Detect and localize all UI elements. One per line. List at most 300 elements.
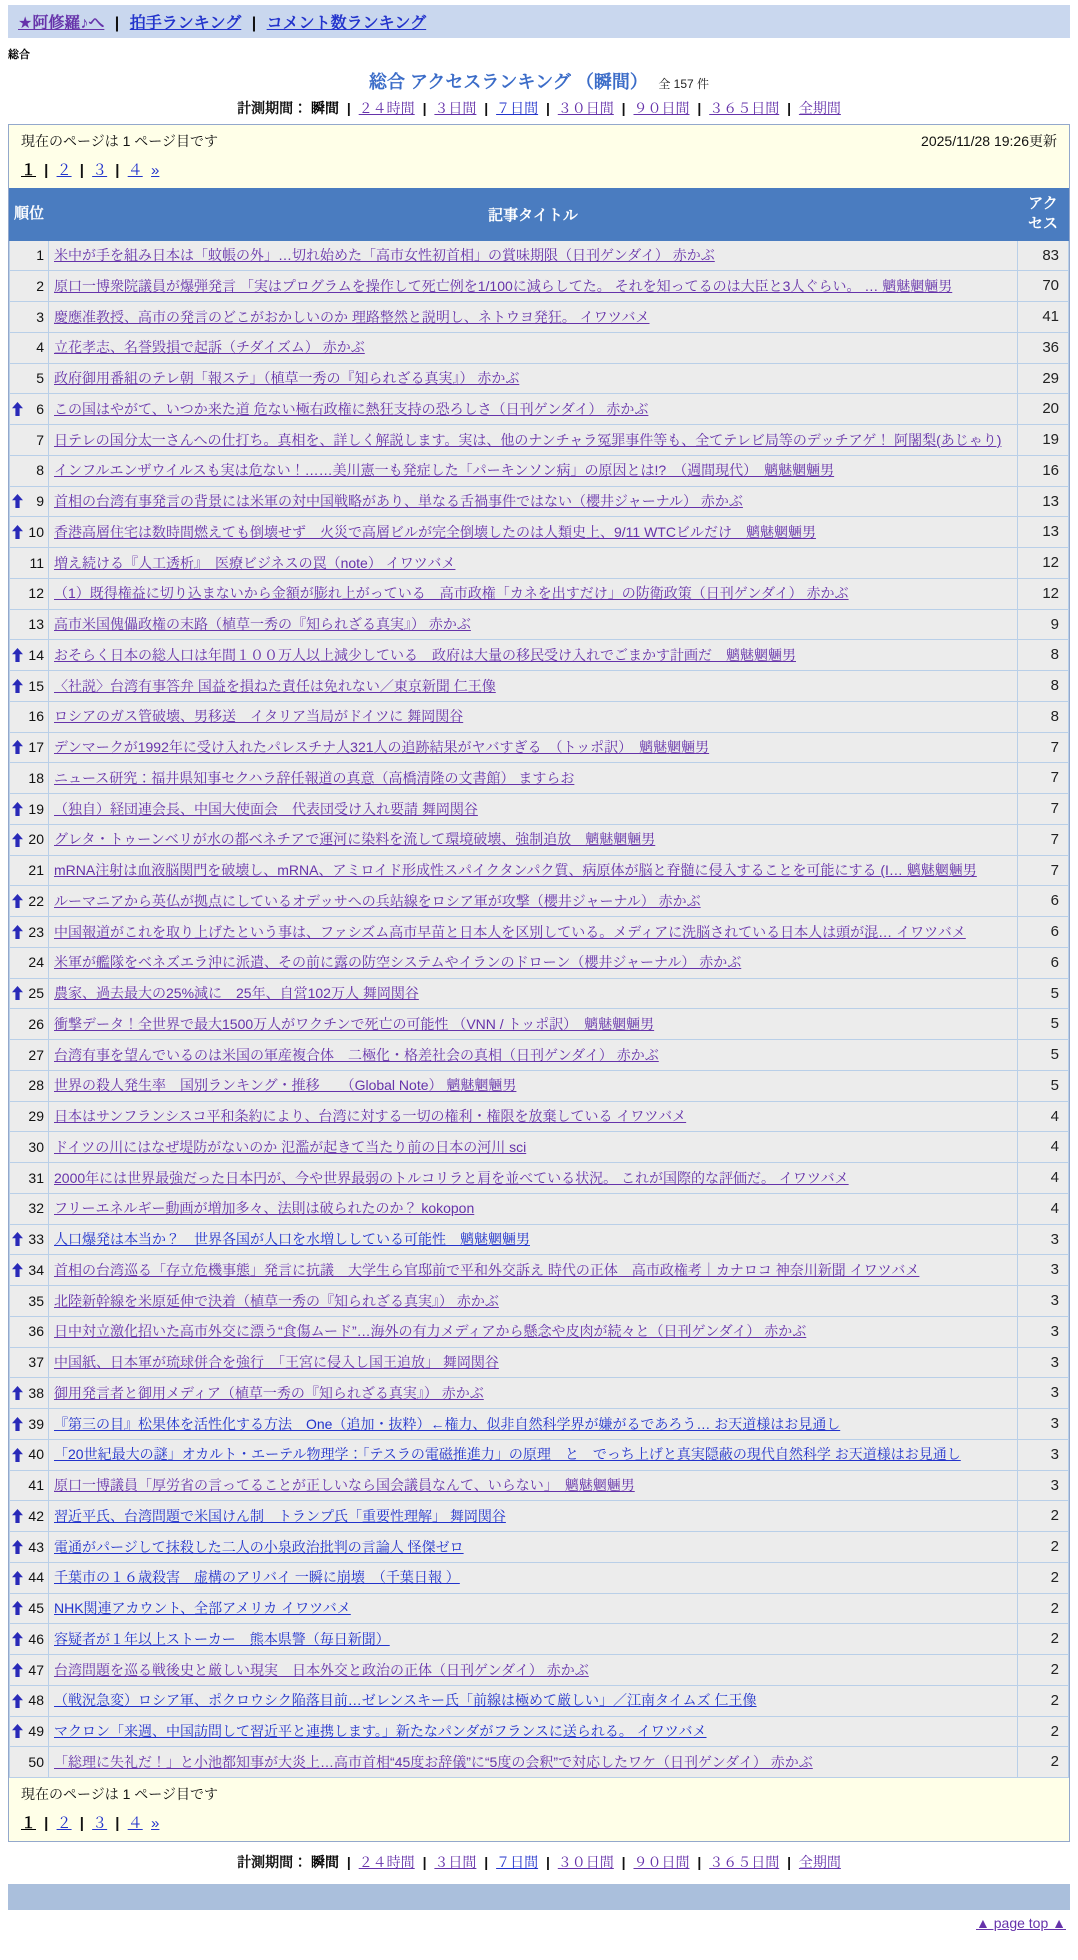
access-count: 4 — [1018, 1101, 1069, 1132]
article-link[interactable]: ルーマニアから英仏が拠点にしているオデッサへの兵站線をロシア軍が攻撃（櫻井ジャーナル） 赤かぶ — [54, 892, 701, 909]
pagination-link[interactable]: ２ — [56, 162, 72, 179]
up-arrow-icon — [12, 1663, 23, 1677]
table-row — [10, 1040, 1069, 1071]
top-infobox — [9, 125, 1069, 188]
separator: | — [480, 100, 493, 116]
up-arrow-icon — [12, 1632, 23, 1646]
title-cell — [49, 1378, 1018, 1409]
access-count: 19 — [1018, 425, 1069, 456]
table-row — [10, 609, 1069, 640]
table-row — [10, 578, 1069, 609]
up-arrow-icon — [12, 894, 23, 908]
access-count: 3 — [1018, 1439, 1069, 1470]
access-count: 2 — [1018, 1685, 1069, 1716]
title-cell — [49, 548, 1018, 579]
article-link[interactable]: 政府御用番組のテレ朝「報ステ」（植草一秀の『知られざる真実』） 赤かぶ — [54, 370, 520, 387]
table-body — [10, 240, 1069, 1778]
title-cell — [49, 1439, 1018, 1470]
rank-cell: 29 — [10, 1101, 49, 1132]
title-cell — [49, 1716, 1018, 1747]
rank-cell: 11 — [10, 548, 49, 579]
rank-cell: 7 — [10, 425, 49, 456]
article-link[interactable]: 中国報道がこれを取り上げたという事は、ファシズム高市早苗と日本人を区別している。メディアに洗脳されている日本人は頭が混… イワツバメ — [54, 923, 966, 940]
article-link[interactable]: 北陸新幹線を米原延伸で決着（植草一秀の『知られざる真実』） 赤かぶ — [54, 1292, 499, 1309]
rank-cell: 16 — [10, 701, 49, 732]
title-cell — [49, 794, 1018, 825]
article-link[interactable]: グレタ・トゥーンベリが水の都ベネチアで運河に染料を流して環境破壊、強制追放 魑魅魍魎男 — [54, 831, 656, 848]
period-link[interactable]: ９０日間 — [633, 100, 690, 116]
rank-cell: 15 — [10, 671, 49, 702]
rank-cell: 43 — [10, 1532, 49, 1563]
rank-cell: 47 — [10, 1655, 49, 1686]
separator: | — [542, 100, 554, 116]
article-link[interactable]: ロシアのガス管破壊、男移送 イタリア当局がドイツに 舞岡関谷 — [54, 708, 464, 725]
table-row — [10, 671, 1069, 702]
access-count: 2 — [1018, 1593, 1069, 1624]
up-arrow-icon — [12, 1263, 23, 1277]
access-count: 2 — [1018, 1716, 1069, 1747]
table-row — [10, 824, 1069, 855]
access-count: 16 — [1018, 455, 1069, 486]
up-arrow-icon — [12, 1724, 23, 1738]
category-label: 総合 — [8, 49, 30, 61]
period-label: 計測期間： — [237, 100, 311, 116]
separator: | — [617, 100, 630, 116]
article-link[interactable]: 日本はサンフランシスコ平和条約により、台湾に対する一切の権利・権限を放棄している イワツバメ — [54, 1108, 687, 1125]
access-count: 2 — [1018, 1655, 1069, 1686]
separator: | — [111, 1815, 124, 1832]
access-count: 2 — [1018, 1624, 1069, 1655]
access-count: 5 — [1018, 1070, 1069, 1101]
title-cell — [49, 1224, 1018, 1255]
table-row — [10, 548, 1069, 579]
access-count: 8 — [1018, 671, 1069, 702]
period-link[interactable]: 全期間 — [798, 100, 841, 116]
article-link[interactable]: 首相の台湾巡る「存立危機事態」発言に抗議 大学生ら官邸前で平和外交訴え 時代の正体 高市政権考｜カナロコ 神奈川新聞 イワツバメ — [54, 1261, 920, 1278]
title-cell — [49, 671, 1018, 702]
separator: | — [617, 1854, 630, 1870]
table-row — [10, 640, 1069, 671]
pagination-link[interactable]: ４ — [127, 162, 143, 179]
access-count: 3 — [1018, 1286, 1069, 1317]
rank-cell: 30 — [10, 1132, 49, 1163]
article-link[interactable]: （1）既得権益に切り込まないから金額が膨れ上がっている 高市政権「カネを出すだけ」の防衛政策（日刊ゲンダイ） 赤かぶ — [54, 585, 849, 602]
access-count: 5 — [1018, 978, 1069, 1009]
access-count: 3 — [1018, 1316, 1069, 1347]
period-link[interactable]: ３６５日間 — [709, 100, 780, 116]
article-link[interactable]: 〈社説〉台湾有事答弁 国益を損ねた責任は免れない／東京新聞 仁王像 — [54, 677, 496, 694]
title-cell — [49, 1132, 1018, 1163]
article-link[interactable]: 原口一博議員「厚労省の言ってることが正しいなら国会議員なんて、いらない」 魑魅魍魎男 — [54, 1477, 635, 1494]
access-count: 6 — [1018, 917, 1069, 948]
title-cell — [49, 701, 1018, 732]
up-arrow-icon — [12, 1694, 23, 1708]
title-cell — [49, 855, 1018, 886]
title-cell — [49, 1009, 1018, 1040]
article-link[interactable]: マクロン「来週、中国訪問して習近平と連携します。」新たなパンダがフランスに送られる。 イワツバメ — [54, 1723, 707, 1740]
table-row — [10, 1593, 1069, 1624]
period-link[interactable]: ２４時間 — [358, 100, 415, 116]
table-header-row — [10, 189, 1069, 241]
article-link[interactable]: インフルエンザウイルスも実は危ない！……美川憲一も発症した「パーキンソン病」の原因とは!? （週間現代） 魑魅魍魎男 — [54, 462, 835, 479]
period-current: 瞬間 — [310, 1854, 339, 1870]
article-link[interactable]: 日中対立激化招いた高市外交に漂う“食傷ムード”…海外の有力メディアから懸念や皮肉が続々と（日刊ゲンダイ） 赤かぶ — [54, 1323, 807, 1340]
table-row — [10, 732, 1069, 763]
access-count: 3 — [1018, 1470, 1069, 1501]
current-page-text: 現在のページは 1 ページ目です — [21, 133, 219, 149]
pagination-link[interactable]: ２ — [56, 1815, 72, 1832]
rank-cell: 31 — [10, 1163, 49, 1194]
title-cell — [49, 1163, 1018, 1194]
access-count: 12 — [1018, 578, 1069, 609]
access-count: 7 — [1018, 855, 1069, 886]
article-link[interactable]: （独自）経団連会長、中国大使面会 代表団受け入れ要請 舞岡関谷 — [54, 800, 478, 817]
rank-cell: 9 — [10, 486, 49, 517]
article-link[interactable]: ドイツの川にはなぜ堤防がないのか 氾濫が起きて当たり前の日本の河川 sci — [54, 1138, 527, 1155]
pagination-link[interactable]: » — [151, 162, 160, 179]
period-link[interactable]: 全期間 — [798, 1854, 841, 1870]
access-count: 7 — [1018, 794, 1069, 825]
title-cell — [49, 363, 1018, 394]
article-link[interactable]: 米中が手を組み日本は「蚊帳の外」…切れ始めた「高市女性初首相」の賞味期限（日刊ゲンダイ） 赤かぶ — [54, 247, 715, 264]
title-cell — [49, 1101, 1018, 1132]
up-arrow-icon — [12, 648, 23, 662]
title-cell — [49, 640, 1018, 671]
table-row — [10, 1132, 1069, 1163]
access-count: 8 — [1018, 701, 1069, 732]
rank-cell: 26 — [10, 1009, 49, 1040]
table-row — [10, 1716, 1069, 1747]
table-row — [10, 1009, 1069, 1040]
total-count: 全 157 件 — [658, 77, 710, 91]
period-link[interactable]: ３０日間 — [557, 1854, 614, 1870]
top-nav-link[interactable]: コメント数ランキング — [266, 15, 427, 32]
title-cell — [49, 1747, 1018, 1778]
top-nav — [8, 5, 1070, 38]
title-cell — [49, 978, 1018, 1009]
rank-cell: 13 — [10, 609, 49, 640]
period-link[interactable]: ２４時間 — [358, 1854, 415, 1870]
table-row — [10, 455, 1069, 486]
title-cell — [49, 1532, 1018, 1563]
rank-cell: 42 — [10, 1501, 49, 1532]
separator: | — [480, 1854, 493, 1870]
table-row — [10, 1316, 1069, 1347]
title-cell — [49, 1562, 1018, 1593]
access-count: 6 — [1018, 886, 1069, 917]
rank-cell: 37 — [10, 1347, 49, 1378]
table-row — [10, 1532, 1069, 1563]
up-arrow-icon — [12, 925, 23, 939]
access-count: 8 — [1018, 640, 1069, 671]
title-cell — [49, 1286, 1018, 1317]
access-count: 70 — [1018, 271, 1069, 302]
pagination-link[interactable]: ３ — [92, 1815, 108, 1832]
article-link[interactable]: 農家、過去最大の25%減に 25年、自営102万人 舞岡関谷 — [54, 985, 419, 1002]
access-count: 4 — [1018, 1163, 1069, 1194]
title-cell — [49, 1655, 1018, 1686]
article-link[interactable]: 千葉市の１６歳殺害 虚構のアリバイ 一瞬に崩壊 （千葉日報 ） — [54, 1569, 460, 1586]
table-row — [10, 917, 1069, 948]
article-link[interactable]: ニュース研究：福井県知事セクハラ辞任報道の真意（高橋清隆の文書館） ますらお — [54, 769, 575, 786]
separator: | — [110, 15, 124, 32]
title-cell — [49, 271, 1018, 302]
article-link[interactable]: 容疑者が１年以上ストーカー 熊本県警（毎日新聞） — [54, 1630, 390, 1647]
separator: | — [75, 162, 89, 179]
article-link[interactable]: 原口一博衆院議員が爆弾発言 「実はプログラムを操作して死亡例を1/100に減らしてた。 それを知ってるのは大臣と3人ぐらい。 … 魑魅魍魎男 — [54, 277, 953, 294]
access-count: 4 — [1018, 1193, 1069, 1224]
title-cell — [49, 425, 1018, 456]
article-link[interactable]: 中国紙、日本軍が琉球併合を強行 「王宮に侵入し国王追放」 舞岡関谷 — [54, 1354, 499, 1371]
article-link[interactable]: 習近平氏、台湾問題で米国けん制 トランプ氏「重要性理解」 舞岡関谷 — [54, 1507, 506, 1524]
article-link[interactable]: 増え続ける『人工透析』 医療ビジネスの罠（note） イワツバメ — [54, 554, 456, 571]
period-nav-bottom — [8, 1852, 1070, 1872]
rank-cell: 20 — [10, 824, 49, 855]
access-count: 41 — [1018, 302, 1069, 333]
rank-cell: 38 — [10, 1378, 49, 1409]
title-cell — [49, 1624, 1018, 1655]
period-link[interactable]: ３０日間 — [557, 100, 614, 116]
article-link[interactable]: 台湾有事を望んでいるのは米国の軍産複合体 二極化・格差社会の真相（日刊ゲンダイ） 赤かぶ — [54, 1046, 659, 1063]
separator: | — [40, 1815, 53, 1832]
up-arrow-icon — [12, 1386, 23, 1400]
separator: | — [111, 162, 124, 179]
period-label: 計測期間： — [237, 1854, 311, 1870]
rank-cell: 14 — [10, 640, 49, 671]
pagination-link[interactable]: ４ — [127, 1815, 143, 1832]
access-count: 13 — [1018, 486, 1069, 517]
article-link[interactable]: 御用発言者と御用メディア（植草一秀の『知られざる真実』） 赤かぶ — [54, 1384, 484, 1401]
rank-cell: 4 — [10, 332, 49, 363]
up-arrow-icon — [12, 1448, 23, 1462]
title-cell — [49, 1316, 1018, 1347]
title-cell — [49, 486, 1018, 517]
rank-cell: 34 — [10, 1255, 49, 1286]
separator: | — [418, 100, 431, 116]
article-link[interactable]: 衝撃データ！全世界で最大1500万人がワクチンで死亡の可能性 （VNN / トッポ訳） 魑魅魍魎男 — [54, 1015, 655, 1032]
separator: | — [75, 1815, 89, 1832]
top-nav-link[interactable]: ★阿修羅♪へ — [18, 15, 105, 32]
access-count: 2 — [1018, 1562, 1069, 1593]
access-count: 5 — [1018, 1040, 1069, 1071]
article-link[interactable]: 「総理に失礼だ！」と小池都知事が大炎上…高市首相“45度お辞儀”に“5度の会釈”で対応したワケ（日刊ゲンダイ） 赤かぶ — [54, 1753, 813, 1770]
table-row — [10, 886, 1069, 917]
period-link[interactable]: ３日間 — [434, 100, 477, 116]
up-arrow-icon — [12, 525, 23, 539]
article-link[interactable]: おそらく日本の総人口は年間１００万人以上減少している 政府は大量の移民受け入れでごまかす計画だ 魑魅魍魎男 — [54, 646, 796, 663]
rank-cell: 32 — [10, 1193, 49, 1224]
access-count: 20 — [1018, 394, 1069, 425]
table-row — [10, 332, 1069, 363]
up-arrow-icon — [12, 1540, 23, 1554]
table-row — [10, 1070, 1069, 1101]
table-row — [10, 486, 1069, 517]
separator: | — [342, 100, 355, 116]
period-link[interactable]: ３日間 — [434, 1854, 477, 1870]
rank-cell: 10 — [10, 517, 49, 548]
rank-column-header: 順位 — [10, 189, 49, 241]
rank-cell: 22 — [10, 886, 49, 917]
pagination-current: １ — [21, 1815, 37, 1832]
access-count: 9 — [1018, 609, 1069, 640]
rank-cell: 35 — [10, 1286, 49, 1317]
rank-cell: 21 — [10, 855, 49, 886]
title-line — [8, 68, 1070, 94]
period-link[interactable]: ７日間 — [496, 100, 539, 116]
article-link[interactable]: 米軍が艦隊をベネズエラ沖に派遣、その前に露の防空システムやイランのドローン（櫻井ジャーナル） 赤かぶ — [54, 954, 742, 971]
table-row — [10, 1562, 1069, 1593]
title-cell — [49, 394, 1018, 425]
ranking-panel — [8, 124, 1070, 1842]
article-link[interactable]: 2000年には世界最強だった日本円が、今や世界最弱のトルコリラと肩を並べている状況。 これが国際的な評価だ。 イワツバメ — [54, 1169, 849, 1186]
title-cell — [49, 1255, 1018, 1286]
table-row — [10, 271, 1069, 302]
rank-cell: 44 — [10, 1562, 49, 1593]
access-count: 7 — [1018, 763, 1069, 794]
up-arrow-icon — [12, 986, 23, 1000]
article-link[interactable]: 台湾問題を巡る戦後史と厳しい現実 日本外交と政治の正体（日刊ゲンダイ） 赤かぶ — [54, 1661, 589, 1678]
access-count: 3 — [1018, 1347, 1069, 1378]
up-arrow-icon — [12, 679, 23, 693]
access-count: 12 — [1018, 548, 1069, 579]
rank-cell: 3 — [10, 302, 49, 333]
access-count: 83 — [1018, 240, 1069, 271]
title-cell — [49, 455, 1018, 486]
table-row — [10, 302, 1069, 333]
article-link[interactable]: 電通がパージして抹殺した二人の小泉政治批判の言論人 怪傑ゼロ — [54, 1538, 464, 1555]
article-link[interactable]: フリーエネルギー動画が増加多々、法則は破られたのか？ kokopon — [54, 1200, 475, 1217]
table-row — [10, 1347, 1069, 1378]
separator: | — [247, 15, 261, 32]
pagination-link[interactable]: ３ — [92, 162, 108, 179]
up-arrow-icon — [12, 494, 23, 508]
up-arrow-icon — [12, 1509, 23, 1523]
access-count: 3 — [1018, 1378, 1069, 1409]
separator: | — [693, 100, 706, 116]
access-count: 7 — [1018, 824, 1069, 855]
article-link[interactable]: 人口爆発は本当か？ 世界各国が人口を水増ししている可能性 魑魅魍魎男 — [54, 1231, 530, 1248]
ranking-table — [9, 188, 1069, 1778]
period-link[interactable]: ７日間 — [496, 1854, 539, 1870]
rank-cell: 23 — [10, 917, 49, 948]
updated-timestamp: 2025/11/28 19:26更新 — [921, 133, 1057, 149]
access-column-header: アクセス — [1018, 189, 1069, 241]
access-count: 29 — [1018, 363, 1069, 394]
table-row — [10, 240, 1069, 271]
table-row — [10, 363, 1069, 394]
rank-cell: 18 — [10, 763, 49, 794]
rank-cell: 36 — [10, 1316, 49, 1347]
access-count: 6 — [1018, 947, 1069, 978]
table-row — [10, 1255, 1069, 1286]
article-link[interactable]: 世界の殺人発生率 国別ランキング・推移 （Global Note） 魑魅魍魎男 — [54, 1077, 517, 1094]
table-row — [10, 1624, 1069, 1655]
access-count: 36 — [1018, 332, 1069, 363]
top-nav-link[interactable]: 拍手ランキング — [129, 15, 242, 32]
pagination-top — [21, 159, 1057, 180]
separator: | — [342, 1854, 355, 1870]
title-cell — [49, 517, 1018, 548]
article-link[interactable]: デンマークが1992年に受け入れたパレスチナ人321人の追跡結果がヤバすぎる （トッポ訳） 魑魅魍魎男 — [54, 739, 710, 756]
table-row — [10, 1470, 1069, 1501]
rank-cell: 6 — [10, 394, 49, 425]
article-link[interactable]: 「20世紀最大の謎」オカルト・エーテル物理学：「テスラの電磁推進力」の原理 と でっち上げと真実隠蔽の現代自然科学 お天道様はお見通し — [54, 1446, 961, 1463]
page-top-link[interactable]: ▲ page top ▲ — [976, 1915, 1066, 1931]
separator: | — [783, 1854, 795, 1870]
table-row — [10, 1193, 1069, 1224]
table-row — [10, 1501, 1069, 1532]
access-count: 13 — [1018, 517, 1069, 548]
article-link[interactable]: 『第三の目』松果体を活性化する方法 One（追加・抜粋）←権力、似非自然科学界が嫌がるであろう… お天道様はお見通し — [54, 1415, 841, 1432]
article-link[interactable]: 日テレの国分太一さんへの仕打ち。真相を、詳しく解説します。実は、他のナンチャラ冤罪事件等も、全てテレビ局等のデッチアゲ！ 阿闍梨(あじゃり) — [54, 431, 1002, 448]
up-arrow-icon — [12, 1232, 23, 1246]
article-link[interactable]: mRNA注射は血液脳関門を破壊し、mRNA、アミロイド形成性スパイクタンパク質、病原体が脳と脊髄に侵入することを可能にする (I… 魑魅魍魎男 — [54, 862, 977, 879]
table-row — [10, 1224, 1069, 1255]
separator: | — [693, 1854, 706, 1870]
separator: | — [40, 162, 53, 179]
pagination-bottom — [21, 1812, 1057, 1833]
table-row — [10, 1101, 1069, 1132]
rank-cell: 50 — [10, 1747, 49, 1778]
article-link[interactable]: 立花孝志、名誉毀損で起訴（チダイズム） 赤かぶ — [54, 339, 365, 356]
title-cell — [49, 332, 1018, 363]
title-cell — [49, 609, 1018, 640]
period-link[interactable]: ３６５日間 — [709, 1854, 780, 1870]
rank-cell: 25 — [10, 978, 49, 1009]
up-arrow-icon — [12, 802, 23, 816]
page-title: 総合 アクセスランキング （瞬間） — [368, 72, 648, 92]
rank-cell: 19 — [10, 794, 49, 825]
period-current: 瞬間 — [310, 100, 339, 116]
title-column-header: 記事タイトル — [49, 189, 1018, 241]
table-row — [10, 978, 1069, 1009]
table-row — [10, 1439, 1069, 1470]
title-cell — [49, 1040, 1018, 1071]
title-cell — [49, 732, 1018, 763]
separator: | — [418, 1854, 431, 1870]
article-link[interactable]: 高市米国傀儡政権の末路（植草一秀の『知られざる真実』） 赤かぶ — [54, 616, 471, 633]
article-link[interactable]: （戦況急変）ロシア軍、ポクロウシク陥落目前…ゼレンスキー氏「前線は極めて厳しい」／江南タイムズ 仁王像 — [54, 1692, 757, 1709]
title-cell — [49, 824, 1018, 855]
up-arrow-icon — [12, 1417, 23, 1431]
pagination-current: １ — [21, 162, 37, 179]
period-link[interactable]: ９０日間 — [633, 1854, 690, 1870]
rank-cell: 49 — [10, 1716, 49, 1747]
current-page-text: 現在のページは 1 ページ目です — [21, 1786, 219, 1802]
table-row — [10, 701, 1069, 732]
title-cell — [49, 1347, 1018, 1378]
table-row — [10, 1747, 1069, 1778]
rank-cell: 17 — [10, 732, 49, 763]
rank-cell: 45 — [10, 1593, 49, 1624]
article-link[interactable]: この国はやがて、いつか来た道 危ない極右政権に熱狂支持の恐ろしさ（日刊ゲンダイ） 赤かぶ — [54, 400, 649, 417]
article-link[interactable]: 首相の台湾有事発言の背景には米軍の対中国戦略があり、単なる舌禍事件ではない（櫻井ジャーナル） 赤かぶ — [54, 493, 743, 510]
table-row — [10, 1378, 1069, 1409]
pagination-link[interactable]: » — [151, 1815, 160, 1832]
access-count: 7 — [1018, 732, 1069, 763]
rank-cell: 33 — [10, 1224, 49, 1255]
title-cell — [49, 1685, 1018, 1716]
separator: | — [783, 100, 795, 116]
title-cell — [49, 302, 1018, 333]
article-link[interactable]: NHK関連アカウント、全部アメリカ イワツバメ — [54, 1600, 351, 1617]
title-cell — [49, 578, 1018, 609]
rank-cell: 8 — [10, 455, 49, 486]
article-link[interactable]: 慶應准教授、高市の発言のどこがおかしいのか 理路整然と説明し、ネトウヨ発狂。 イワツバメ — [54, 308, 650, 325]
access-count: 2 — [1018, 1501, 1069, 1532]
rank-cell: 39 — [10, 1409, 49, 1440]
article-link[interactable]: 香港高層住宅は数時間燃えても倒壊せず 火災で高層ビルが完全倒壊したのは人類史上、9/11 WTCビルだけ 魑魅魍魎男 — [54, 523, 816, 540]
